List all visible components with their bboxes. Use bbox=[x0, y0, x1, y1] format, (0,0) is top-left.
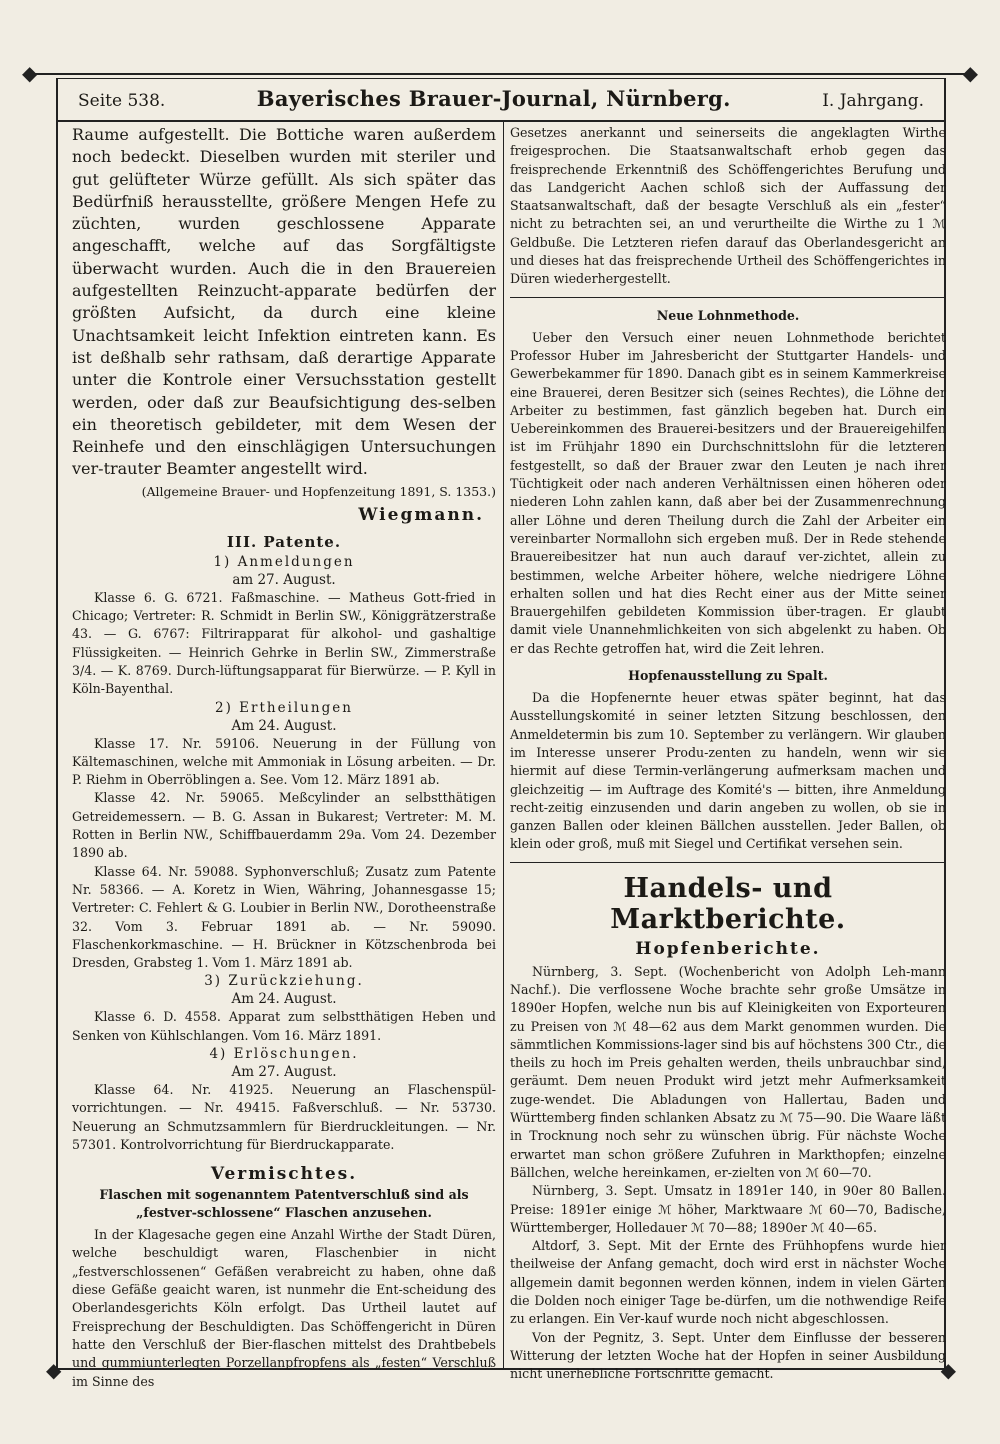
article-title-flaschen: Flaschen mit sogenanntem Patentverschluß sind als „festver-schlossene“ Flaschen anzusehen. bbox=[99, 1187, 469, 1221]
header-rule bbox=[58, 120, 944, 122]
patents-erloeschungen-title: 4) Erlöschungen. bbox=[209, 1045, 359, 1062]
top-rule bbox=[30, 73, 970, 75]
patents-erloeschungen-date: Am 27. August. bbox=[231, 1063, 337, 1080]
section-title-vermischtes: Vermischtes. bbox=[210, 1164, 358, 1185]
left-column bbox=[72, 124, 496, 1391]
journal-title: Bayerisches Brauer-Journal, Nürnberg. bbox=[256, 86, 731, 111]
subsection-title-hopfenberichte: Hopfenberichte. bbox=[635, 938, 821, 959]
article-separator bbox=[510, 297, 946, 298]
top-rule-inner bbox=[56, 78, 946, 79]
patents-ertheilungen-title: 2) Ertheilungen bbox=[215, 699, 353, 716]
article-signature: Wiegmann. bbox=[358, 504, 484, 525]
page-number: Seite 538. bbox=[78, 91, 166, 111]
section-title-handelsberichte: Handels- und Marktberichte. bbox=[610, 872, 846, 935]
ornament-bottom-right-icon: ◆ bbox=[940, 1358, 956, 1382]
patents-zurueckziehung-text: Klasse 6. D. 4558. Apparat zum selbstthätigen Heben und Senken von Kühlschlangen. Vom 16. März 1891. bbox=[72, 1009, 496, 1043]
article-title-lohnmethode: Neue Lohnmethode. bbox=[656, 307, 800, 323]
patents-anmeldungen-title: 1) Anmeldungen bbox=[213, 553, 355, 570]
market-report-entry: Nürnberg, 3. Sept. (Wochenbericht von Adolph Leh-mann Nachf.). Die verflossene Woche brachte sehr große Umsätze in 1890er Hopfen, welche nun bis auf Kleinigkeiten von Exporteuren zu Preisen von ℳ 48—62 aus dem Markt genommen wurden. Die sämmtlichen Kommissions-lager sind bis auf höchstens 300 Ctr., die theils zu hoch im Preis gehalten werden, theils unbrauchbar sind, geräumt. Dem neuen Produkt wird jetzt mehr Aufmerksamkeit zuge-wendet. Die Abladungen von Hallertau, Baden und Württemberg finden schlanken Absatz zu ℳ 75—90. Die Waare läßt in Trocknung noch sehr zu wünschen übrig. Für nächste Woche erwartet man schon größere Zufuhren in Markthopfen; einzelne Bällchen, welche hereinkamen, er-zielten von ℳ 60—70. bbox=[510, 963, 946, 1180]
ornament-left-icon: ◆ bbox=[22, 61, 38, 85]
section-title-patents: III. Patente. bbox=[226, 532, 342, 551]
ornament-bottom-left-icon: ◆ bbox=[46, 1358, 62, 1382]
patents-ertheilungen-entry: Klasse 64. Nr. 59088. Syphonverschluß; Zusatz zum Patente Nr. 58366. — A. Koretz in Wien, Währing, Johannesgasse 15; Vertreter: C. Fehlert & G. Loubier in Berlin NW., Dorotheenstraße 32. Vom 3. Februar 1891 ab. — Nr. 59090. Flaschenkorkmaschine. — H. Brückner in Kötzschenbroda bei Dresden, Grabsteg 1. Vom 1. März 1891 ab. bbox=[72, 863, 496, 971]
article-source: (Allgemeine Brauer- und Hopfenzeitung 1891, S. 1353.) bbox=[141, 483, 496, 499]
article-continuation: Raume aufgestellt. Die Bottiche waren außerdem noch bedeckt. Dieselben wurden mit steriler und gut gelüfteter Würze gefüllt. Als sich später das Bedürfniß herausstellte, größere Mengen Hefe zu züchten, wurden geschlossene Apparate angeschafft, welche auf das Sorgfältigste überwacht wurden. Auch die in den Brauereien aufgestellten Reinzucht-apparate bedürfen der größten Aufsicht, da durch eine kleine Unachtsamkeit leicht Infektion eintreten kann. Es ist deßhalb sehr rathsam, daß derartige Apparate unter die Kontrole einer Versuchsstation gestellt werden, oder daß zur Beaufsichtigung des-selben ein theoretisch gebildeter, mit dem Wesen der Reinhefe und den einschlägigen Untersuchungen ver-trauter Beamter angestellt wird. bbox=[72, 125, 496, 479]
right-column bbox=[510, 124, 946, 1384]
patents-ertheilungen-entry: Klasse 42. Nr. 59065. Meßcylinder an selbstthätigen Getreidemessern. — B. G. Assan in Bukarest; Vertreter: M. M. Rotten in Berlin NW., Schiffbauerdamm 29a. Vom 24. Dezember 1890 ab. bbox=[72, 790, 496, 861]
section-separator bbox=[510, 862, 946, 863]
article-title-spalt: Hopfenausstellung zu Spalt. bbox=[628, 668, 828, 684]
column-divider bbox=[503, 122, 504, 1368]
article-text-spalt: Da die Hopfenernte heuer etwas später beginnt, hat das Ausstellungskomité in seiner letzten Sitzung beschlossen, den Anmeldetermin bis zum 10. September zu verlängern. Wir glauben im Interesse unserer Produ-zenten zu handeln, wenn wir sie hiermit auf diese Termin-verlängerung aufmerksam machen und gleichzeitig — im Auftrage des Komité's — bitten, ihre Anmeldung recht-zeitig einzusenden und darin angeben zu wollen, ob sie in ganzen Ballen oder kleinen Bällchen ausstellen. Jeder Ballen, ob klein oder groß, muß mit Siegel und Certifikat versehen sein. bbox=[510, 690, 946, 852]
patents-zurueckziehung-date: Am 24. August. bbox=[231, 991, 337, 1008]
market-report-entry: Nürnberg, 3. Sept. Umsatz in 1891er 140, in 90er 80 Ballen. Preise: 1891er einige ℳ höher, Marktwaare ℳ 60—70, Badische, Württemberger, Holledauer ℳ 70—88; 1890er ℳ 40—65. bbox=[510, 1183, 946, 1235]
market-report-entry: Altdorf, 3. Sept. Mit der Ernte des Frühhopfens wurde hier theilweise der Anfang gemacht, doch wird erst in nächster Woche allgemein damit begonnen werden können, indem in vielen Gärten die Dolden noch einiger Tage be-dürfen, um die nothwendige Reife zu erlangen. Ein Ver-kauf wurde noch nicht abgeschlossen. bbox=[510, 1238, 946, 1327]
patents-ertheilungen-date: Am 24. August. bbox=[231, 717, 337, 734]
patents-anmeldungen-text: Klasse 6. G. 6721. Faßmaschine. — Matheus Gott-fried in Chicago; Vertreter: R. Schmidt in Berlin SW., Königgrätzerstraße 43. — G. 6767: Filtrirapparat für alkohol- und gashaltige Flüssigkeiten. — Heinrich Gehrke in Berlin SW., Zimmerstraße 3/4. — K. 8769. Durch-lüftungsapparat für Bierwürze. — P. Kyll in Köln-Bayenthal. bbox=[72, 589, 496, 697]
article-text-flaschen: In der Klagesache gegen eine Anzahl Wirthe der Stadt Düren, welche beschuldigt waren, Flaschenbier in nicht „festverschlossenen“ Gefäßen verabreicht zu haben, ohne daß diese Gefäße geaicht waren, ist nunmehr die Ent-scheidung des Oberlandesgerichts Köln erfolgt. Das Urtheil lautet auf Freisprechung der Beschuldigten. Das Schöffengericht in Düren hatte den Verschluß der Bier-flaschen mittelst des Drahtbebels und gummiunterlegten Porzellanpfropfens als „festen“ Verschluß im Sinne des bbox=[72, 1227, 496, 1389]
frame-left-border bbox=[56, 78, 58, 1370]
article-text-lohnmethode: Ueber den Versuch einer neuen Lohnmethode berichtet Professor Huber im Jahresbericht der Stuttgarter Handels- und Gewerbekammer für 1890. Danach gibt es in seinem Kammerkreise eine Brauerei, deren Besitzer sich (seines Rechtes), die Löhne der Arbeiter zu bestimmen, fast gänzlich begeben hat. Durch ein Uebereinkommen des Brauerei-besitzers und der Brauereigehilfen ist im Frühjahr 1890 ein Durchschnittslohn für die letzteren festgestellt, so daß der Brauer zwar den Leuten je nach ihrer Tüchtigkeit oder nach anderen Verhältnissen einen höheren oder niederen Lohn zahlen kann, daß aber bei der Zusammenrechnung aller Löhne und deren Theilung durch die Zahl der Arbeiter ein vereinbarter Normallohn sich ergeben muß. Der in Rede stehende Brauereibesitzer hat nun auch darauf ver-zichtet, allein zu bestimmen, welche Arbeiter höhere, welche niedrigere Löhne erhalten sollen und hat dies Recht einer aus der Mitte seiner Brauergehilfen gebildeten Kommission über-tragen. Er glaubt damit viele Unannehmlichkeiten von sich abgelenkt zu haben. Ob er das Rechte getroffen hat, wird die Zeit lehren. bbox=[510, 329, 946, 656]
ornament-right-icon: ◆ bbox=[962, 61, 978, 85]
page-header bbox=[78, 86, 924, 118]
article-flaschen-continuation: Gesetzes anerkannt und seinerseits die angeklagten Wirthe freigesprochen. Die Staatsanwaltschaft erhob gegen das freisprechende Erkenntniß des Schöffengerichtes Berufung und das Landgericht Aachen schloß sich der Auffassung der Staatsanwaltschaft, daß der besagte Verschluß als ein „fester“ nicht zu betrachten sei, an und verurtheilte die Wirthe zu 1 ℳ Geldbuße. Die Letzteren riefen darauf das Oberlandesgericht an und dieses hat das freisprechende Urtheil des Schöffengerichtes in Düren wiederhergestellt. bbox=[510, 125, 946, 287]
patents-ertheilungen-entry: Klasse 17. Nr. 59106. Neuerung in der Füllung von Kältemaschinen, welche mit Ammoniak in Lösung arbeiten. — Dr. P. Riehm in Oberröblingen a. See. Vom 12. März 1891 ab. bbox=[72, 735, 496, 788]
patents-erloeschungen-text: Klasse 64. Nr. 41925. Neuerung an Flaschenspül-vorrichtungen. — Nr. 49415. Faßverschluß. — Nr. 53730. Neuerung an Schmutzsammlern für Bierdruckleitungen. — Nr. 57301. Kontrolvorrichtung für Bierdruckapparate. bbox=[72, 1081, 496, 1152]
volume-label: I. Jahrgang. bbox=[822, 91, 924, 111]
patents-anmeldungen-date: am 27. August. bbox=[232, 571, 336, 588]
market-report-entry: Von der Pegnitz, 3. Sept. Unter dem Einflusse der besseren Witterung der letzten Woche hat der Hopfen in seiner Ausbildung nicht unerhebliche Fortschritte gemacht. bbox=[510, 1329, 946, 1382]
patents-zurueckziehung-title: 3) Zurückziehung. bbox=[204, 973, 364, 990]
